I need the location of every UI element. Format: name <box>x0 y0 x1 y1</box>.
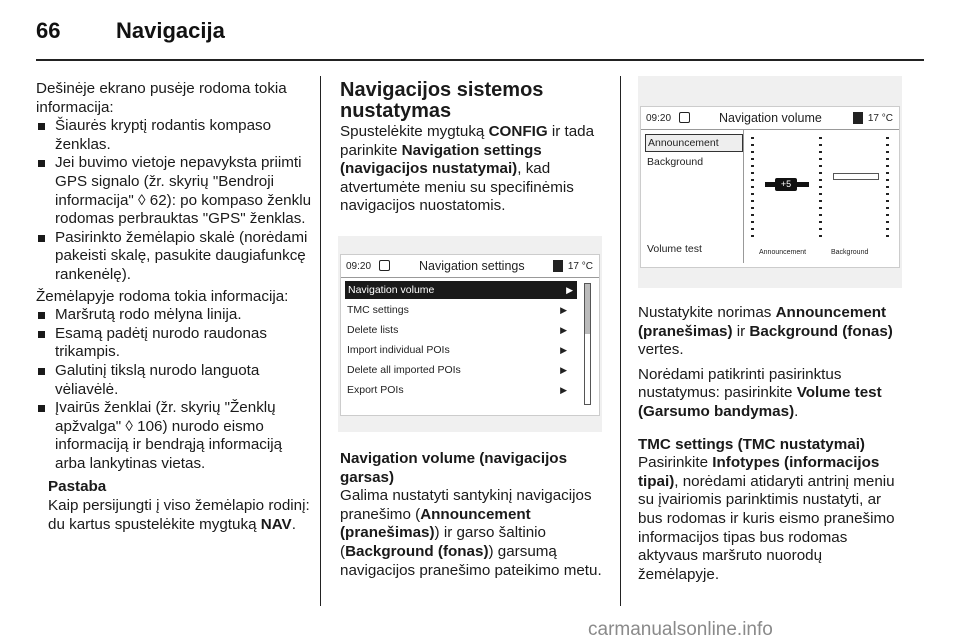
sub-heading: Navigation volume (navigacijos garsas) <box>340 450 568 486</box>
column-2-lower <box>340 450 606 580</box>
paragraph: Spustelėkite mygtuką CONFIG ir tada parinkite Navigation settings (navigacijos nustatymai), kad atvertumėte meniu su specifinėmis navigacijos nuostatomis. <box>340 123 595 215</box>
menu-item-navigation-volume[interactable]: Navigation volume ▶ <box>345 281 577 299</box>
paragraph: Pasirinkite Infotypes (informacijos tipai), norėdami atidaryti antrinį meniu su įvairiomis parinktimis nustatyti, ar bus rodomas ir kuris eismo pranešimo informacijos tipas bus rodomas aktyvaus maršruto nuorodų žemėlapyje. <box>638 454 895 583</box>
chevron-right-icon: ▶ <box>560 305 567 315</box>
announcement-slider-value[interactable]: +5 <box>775 178 797 191</box>
screen-title: Navigation settings <box>419 259 525 273</box>
sub-heading: TMC settings (TMC nustatymai) <box>638 435 865 453</box>
navigation-icon <box>379 260 390 271</box>
slider-label-announcement: Announcement <box>759 249 807 256</box>
menu-item-background[interactable]: Background <box>647 156 704 168</box>
watermark: carmanualsonline.info <box>588 619 773 640</box>
list-item: Esamą padėtį nurodo raudonas trikampis. <box>36 325 312 362</box>
column-divider-1 <box>320 76 321 606</box>
slider-scale <box>819 137 822 241</box>
panel-divider <box>743 129 744 263</box>
slider-scale <box>751 137 754 241</box>
menu-item-announcement[interactable]: Announcement <box>645 134 743 152</box>
menu-item-delete-imported-pois[interactable]: Delete all imported POIs ▶ <box>347 361 577 379</box>
scrollbar[interactable] <box>584 283 591 405</box>
list-item: Galutinį tikslą nurodo languota vėliavėlė. <box>36 362 312 399</box>
page-header <box>36 18 225 44</box>
note-box <box>48 478 312 534</box>
map-intro: Žemėlapyje rodoma tokia informacija: <box>36 287 289 305</box>
page-title: Navigacija <box>116 18 225 43</box>
menu-item-export-pois[interactable]: Export POIs ▶ <box>347 381 577 399</box>
navigation-icon <box>679 112 690 123</box>
column-2 <box>340 80 606 216</box>
column-3 <box>638 304 904 584</box>
list-item: Jei buvimo vietoje nepavyksta priimti GPS signalo (žr. skyrių "Bendroji informacija" ◊ 62): po kompaso ženklu rodomas perbrauktas "GPS" ženklas. <box>36 154 312 228</box>
column-divider-2 <box>620 76 621 606</box>
clock-time: 09:20 <box>646 113 672 124</box>
slider-label-background: Background <box>831 249 869 256</box>
menu-item-tmc-settings[interactable]: TMC settings ▶ <box>347 301 577 319</box>
intro-text: Dešinėje ekrano pusėje rodoma tokia informacija: <box>36 80 287 116</box>
navigation-volume-screen <box>638 76 902 288</box>
note-text: Kaip persijungti į viso žemėlapio rodinį: du kartus spustelėkite mygtuką NAV. <box>48 497 310 533</box>
temperature: 17 °C <box>567 261 593 272</box>
paragraph: Galima nustatyti santykinį navigacijos pranešimo (Announcement (pranešimas)) ir garso šaltinio (Background (fonas)) garsumą navigacijos pranešimo pateikimo metu. <box>340 487 602 579</box>
temperature: 17 °C <box>867 113 893 124</box>
list-item: Pasirinkto žemėlapio skalė (norėdami pakeisti skalę, pasukite daugiafunkcę rankenėlę). <box>36 229 312 285</box>
menu-item-volume-test[interactable]: Volume test <box>647 243 702 255</box>
clock-time: 09:20 <box>346 261 372 272</box>
list-item: Įvairūs ženklai (žr. skyrių "Ženklų apžvalga" ◊ 106) nurodo eismo informaciją ir bendrąją informaciją arba lankytinas vietas. <box>36 399 312 473</box>
chevron-right-icon: ▶ <box>560 385 567 395</box>
menu-item-delete-lists[interactable]: Delete lists ▶ <box>347 321 577 339</box>
page-number: 66 <box>36 18 61 43</box>
scrollbar-thumb[interactable] <box>585 284 590 334</box>
menu-item-import-pois[interactable]: Import individual POIs ▶ <box>347 341 577 359</box>
paragraph: Norėdami patikrinti pasirinktus nustatymus: pasirinkite Volume test (Garsumo bandymas). <box>638 365 882 420</box>
list-item: Šiaurės kryptį rodantis kompaso ženklas. <box>36 117 312 154</box>
navigation-settings-screen <box>338 236 602 432</box>
volume-sliders[interactable] <box>751 137 893 247</box>
background-slider-track[interactable] <box>833 173 879 180</box>
chevron-right-icon: ▶ <box>560 325 567 335</box>
paragraph: Nustatykite norimas Announcement (pranešimas) ir Background (fonas) vertes. <box>638 304 893 359</box>
header-rule <box>36 59 924 61</box>
list-item: Maršrutą rodo mėlyna linija. <box>36 306 312 325</box>
thermometer-icon <box>853 112 863 124</box>
screen-title: Navigation volume <box>719 111 822 125</box>
column-1 <box>36 80 312 534</box>
chevron-right-icon: ▶ <box>560 365 567 375</box>
thermometer-icon <box>553 260 563 272</box>
note-title: Pastaba <box>48 478 107 496</box>
section-heading: Navigacijos sistemos nustatymas <box>340 79 544 122</box>
slider-scale <box>886 137 889 241</box>
chevron-right-icon: ▶ <box>560 345 567 355</box>
